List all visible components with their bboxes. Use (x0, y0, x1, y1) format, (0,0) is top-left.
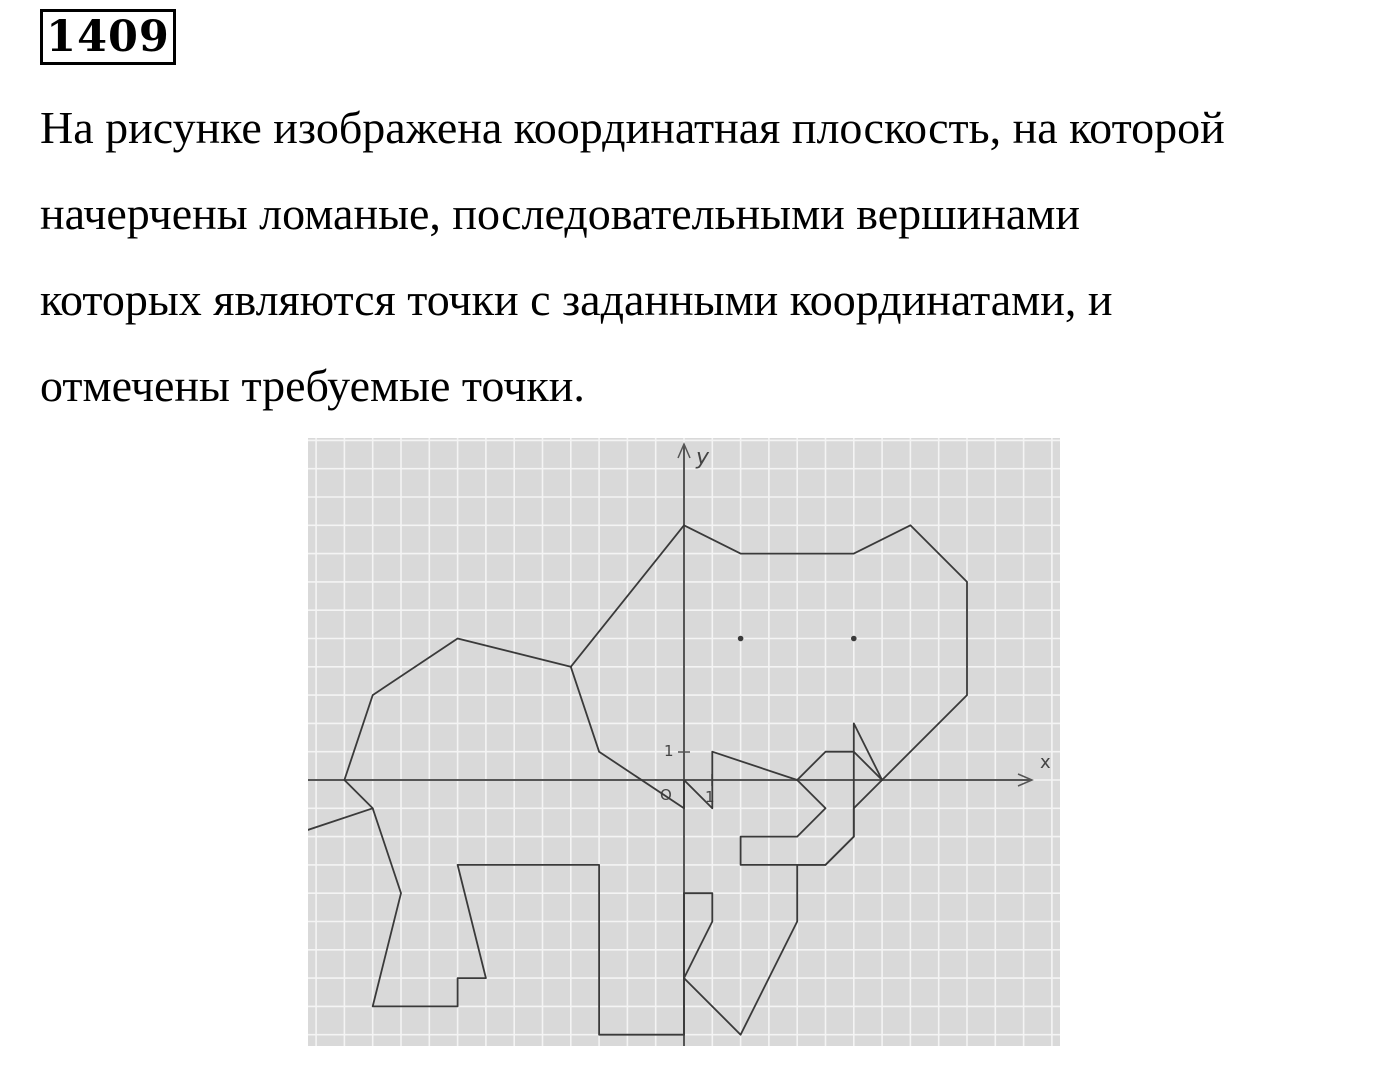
coordinate-plane-figure (308, 438, 1060, 1046)
origin-label: O (660, 786, 672, 804)
problem-text-line: начерчены ломаные, последовательными вершинами (40, 188, 1080, 239)
marked-point (738, 636, 744, 642)
problem-text-line: На рисунке изображена координатная плоскость, на которой (40, 102, 1225, 153)
x-unit-label: 1 (705, 788, 715, 806)
problem-text-line: отмечены требуемые точки. (40, 360, 585, 411)
x-axis-label: x (1040, 752, 1051, 773)
coordinate-plane-svg (308, 438, 1060, 1046)
problem-text-line: которых являются точки с заданными координатами, и (40, 274, 1113, 325)
marked-point (851, 636, 857, 642)
y-axis-label: y (696, 445, 710, 470)
problem-number: 1409 (40, 9, 176, 65)
y-unit-label: 1 (664, 742, 674, 760)
